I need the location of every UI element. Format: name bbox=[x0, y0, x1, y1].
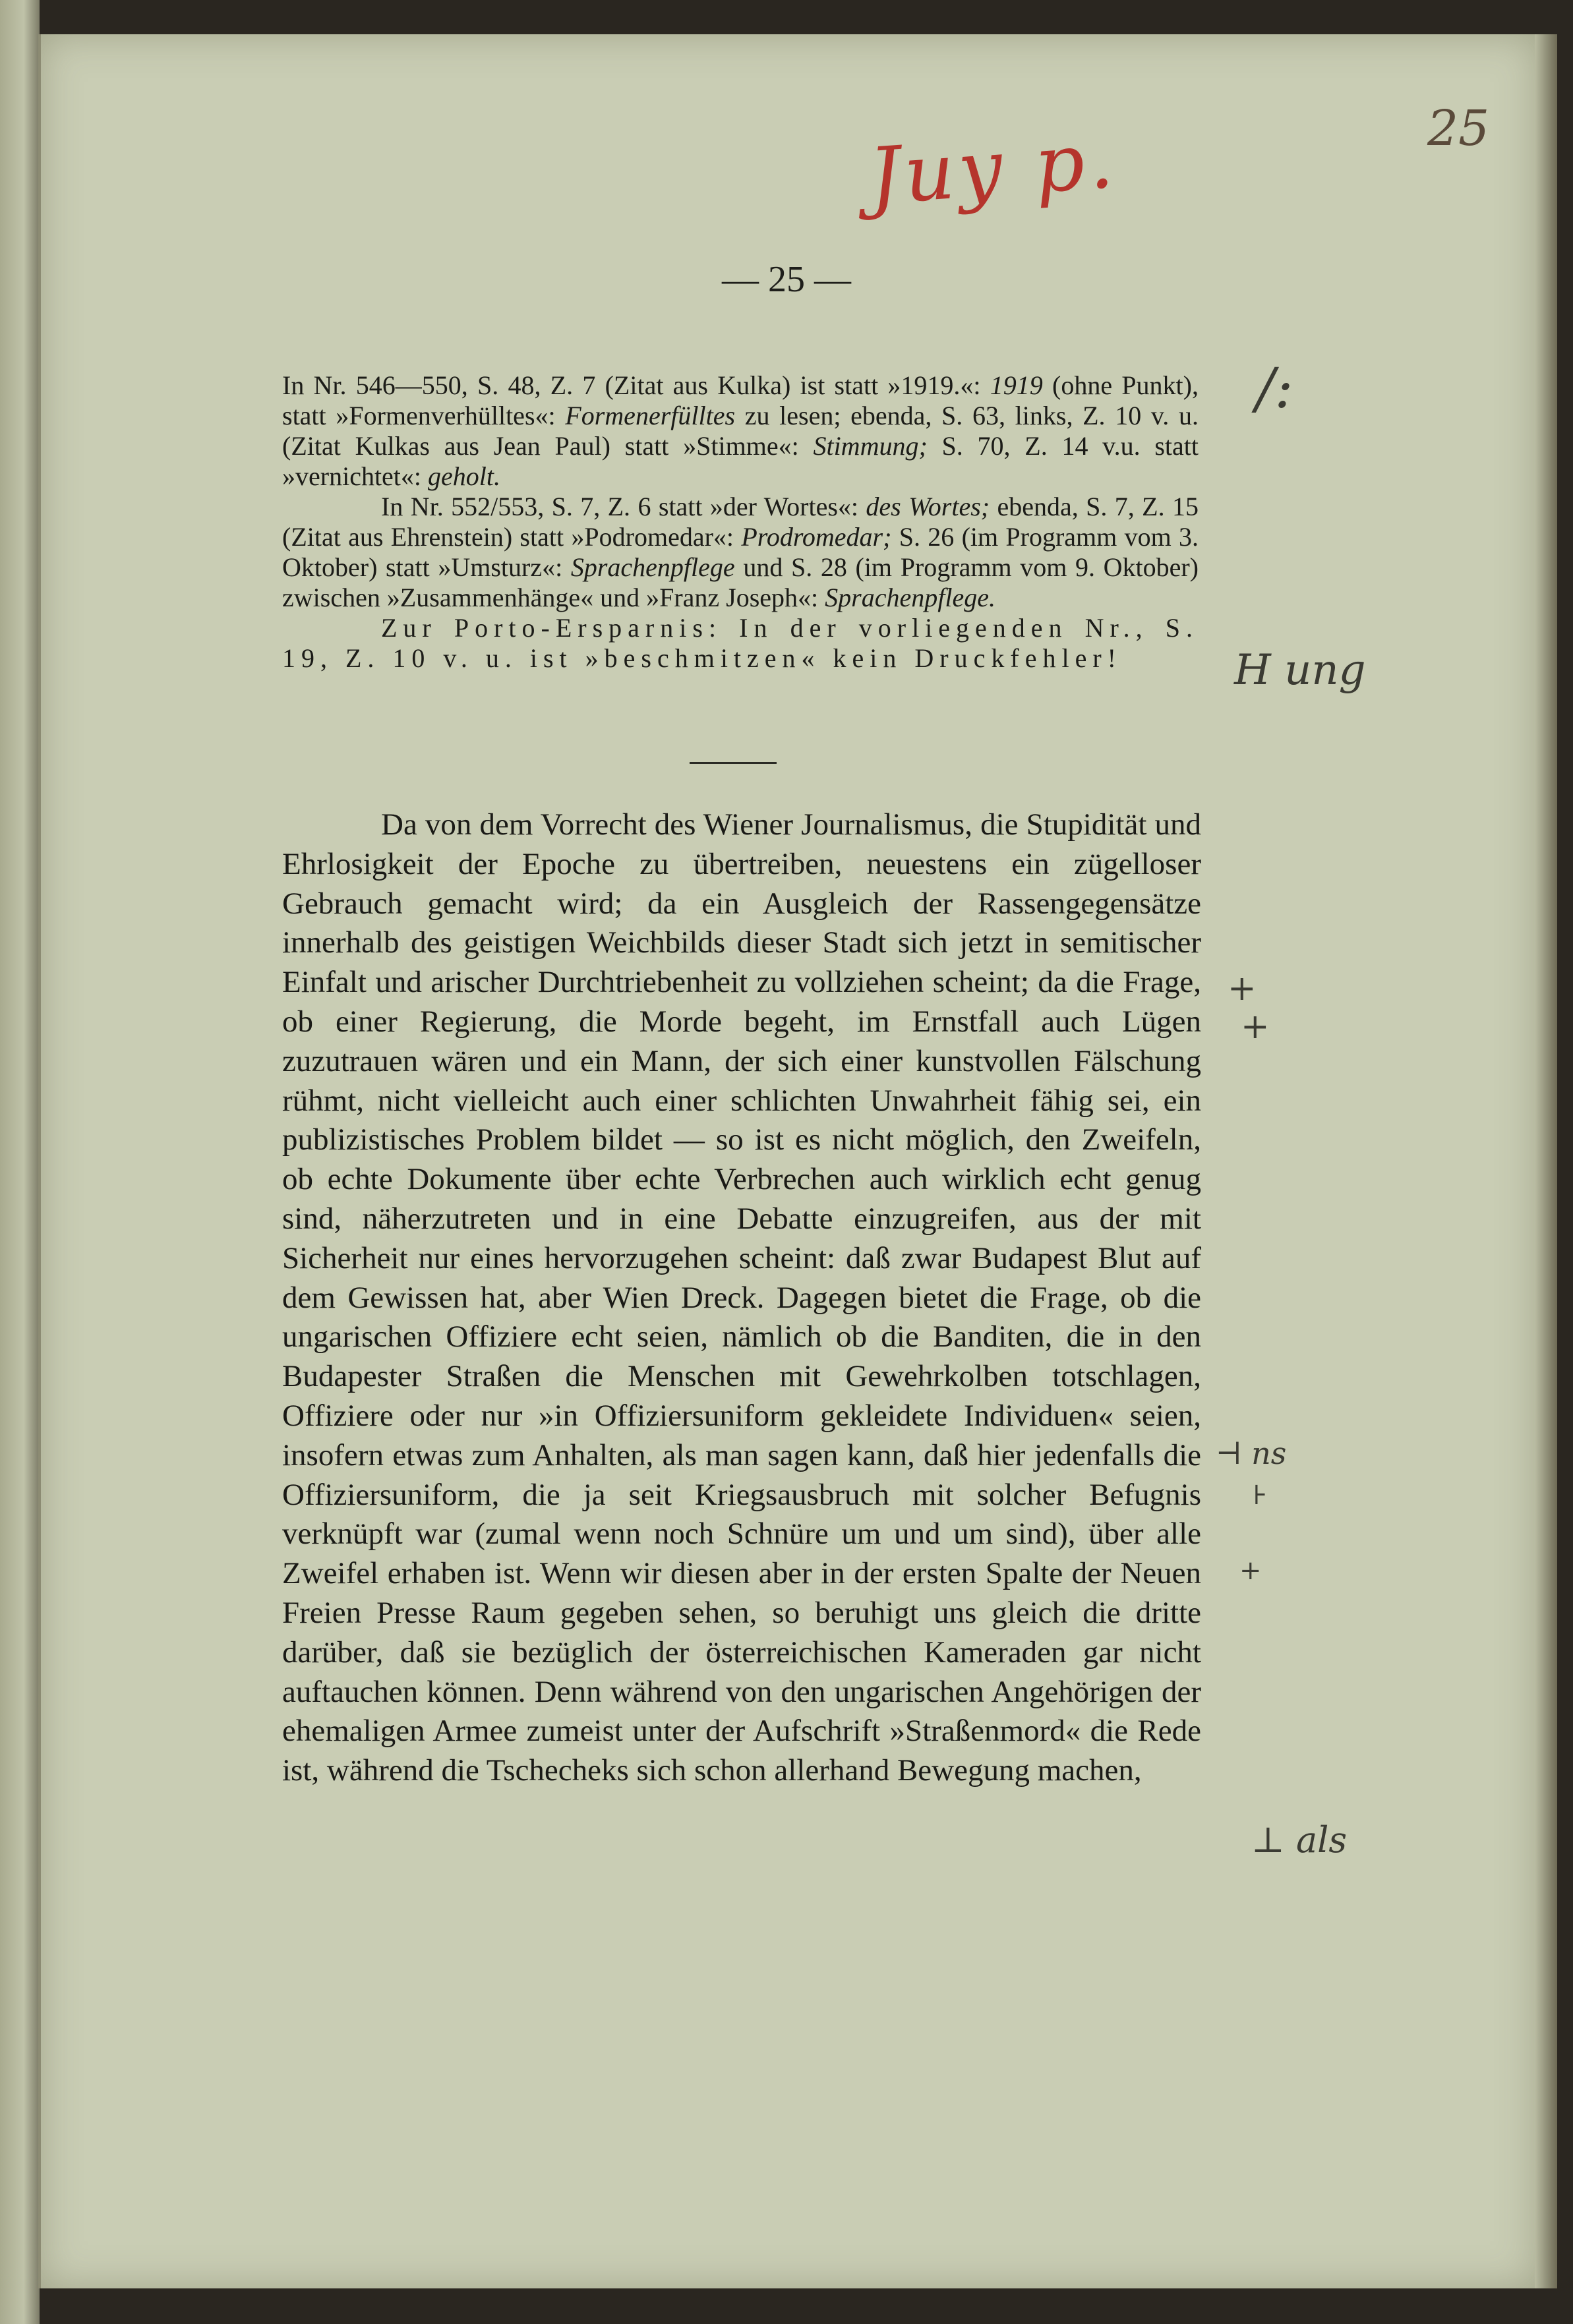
page-number: — 25 — bbox=[722, 259, 851, 300]
correction-text: geholt. bbox=[428, 461, 501, 491]
margin-note: + bbox=[1239, 1555, 1262, 1586]
errata-rest: : In der vorliegenden Nr., S. 19, Z. 10 v. u. ist »beschmitzen« kein Druckfehler! bbox=[282, 613, 1199, 673]
margin-note: + bbox=[1228, 969, 1257, 1008]
errata-text: ebenda, S. 7, Z. 15 (Zitat aus Ehrenstein) statt »Podromedar«: bbox=[282, 492, 1199, 552]
margin-note: ⊣ ns bbox=[1216, 1436, 1287, 1471]
errata-block bbox=[282, 370, 1199, 674]
errata-text: (ohne Punkt), statt »Formenverhülltes«: bbox=[282, 370, 1199, 430]
errata-text: und S. 28 (im Programm vom 9. Oktober) zwischen »Zusammenhänge« und »Franz Joseph«: bbox=[282, 552, 1199, 612]
correction-text: Formenerfülltes bbox=[565, 401, 736, 430]
binding-edge bbox=[0, 0, 40, 2324]
errata-text: S. 26 (im Programm vom 3. Oktober) statt »Umsturz«: bbox=[282, 522, 1199, 582]
main-body-text: Da von dem Vorrecht des Wiener Journalismus, die Stupidität und Ehrlosigkeit der Epoche zu übertreiben, neuestens ein zügelloser Gebrauch gemacht wird; da ein Ausgleich der Rassengegensätze innerhalb des geistigen Weichbilds dieser Stadt sich jetzt in semitischer Einfalt und arischer Durchtriebenheit zu vollziehen scheint; da die Frage, ob einer Regierung, die Morde begeht, im Ernstfall auch Lügen zuzutrauen wären und ein Mann, der sich einer kunstvollen Fälschung rühmt, nicht vielleicht auch einer schlichten Unwahrheit fähig sei, ein publizistisches Problem bildet — so ist es nicht möglich, den Zweifeln, ob echte Dokumente über echte Verbrechen auch wirklich echt genug sind, näherzutreten und in eine Debatte einzugreifen, aus der mit Sicherheit nur eines hervorzugehen scheint: daß zwar Budapest Blut auf dem Gewissen hat, aber Wien Dreck. Dagegen bietet die Frage, ob die ungarischen Offiziere echt seien, nämlich ob die Banditen, die in den Budapester Straßen die Menschen mit Gewehrkolben totschlagen, Offiziere oder nur »in Offiziersuniform gekleidete Individuen« seien, insofern etwas zum Anhalten, als man sagen kann, daß hier jedenfalls die Offiziersuniform, die ja seit Kriegsausbruch mit solcher Befugnis verknüpft war (zumal wenn noch Schnüre um und um sind), über alle Zweifel erhaben ist. Wenn wir diesen aber in der ersten Spalte der Neuen Freien Presse Raum gegeben sehen, so beruhigt uns gleich die dritte darüber, daß sie bezüglich der österreichischen Kameraden gar nicht auftauchen können. Denn während von den ungarischen Angehörigen der ehemaligen Armee zumeist unter der Aufschrift »Straßenmord« die Rede ist, während die Tschecheks sich schon allerhand Bewegung machen, bbox=[282, 807, 1201, 1788]
margin-note: ⊥ als bbox=[1251, 1819, 1348, 1861]
errata-paragraph-3 bbox=[282, 613, 1199, 674]
errata-lead: Zur Porto-Ersparnis bbox=[381, 613, 709, 643]
page-edge bbox=[1535, 34, 1557, 2288]
correction-text: Prodromedar; bbox=[741, 522, 892, 552]
correction-text: Sprachenpflege bbox=[570, 552, 735, 582]
errata-text: In Nr. 546—550, S. 48, Z. 7 (Zitat aus Kulka) ist statt »1919.«: bbox=[282, 370, 990, 400]
errata-text: In Nr. 552/553, S. 7, Z. 6 statt »der Wortes«: bbox=[381, 492, 866, 521]
margin-note: H ung bbox=[1234, 646, 1366, 695]
separator-rule bbox=[690, 762, 777, 764]
handwritten-folio: 25 bbox=[1427, 100, 1490, 157]
correction-text: Stimmung; bbox=[813, 431, 928, 461]
correction-text: Sprachenpflege. bbox=[825, 583, 995, 612]
errata-text: S. 70, Z. 14 v.u. statt »vernichtet«: bbox=[282, 431, 1199, 491]
margin-note: + bbox=[1241, 1007, 1270, 1047]
errata-paragraph-1 bbox=[282, 370, 1199, 492]
red-pencil-scribble: Juy p. bbox=[866, 114, 1120, 222]
margin-note: ⊦ bbox=[1253, 1480, 1268, 1511]
correction-text: 1919 bbox=[990, 370, 1043, 400]
errata-paragraph-2 bbox=[282, 492, 1199, 613]
correction-text: des Wortes; bbox=[866, 492, 990, 521]
errata-text: zu lesen; ebenda, S. 63, links, Z. 10 v. u. (Zitat Kulkas aus Jean Paul) statt »Stimme«: bbox=[282, 401, 1199, 461]
margin-note: /: bbox=[1256, 356, 1293, 421]
